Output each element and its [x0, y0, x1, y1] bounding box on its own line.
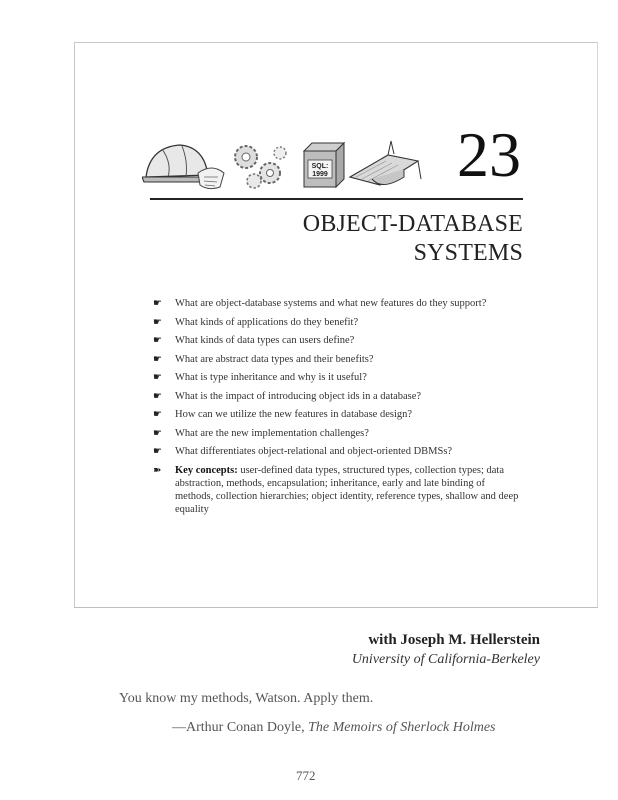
pointing-hand-icon: ☛ [153, 316, 162, 328]
graduation-cap-icon [350, 141, 421, 185]
question-item [153, 408, 525, 421]
epigraph-attribution [172, 719, 496, 737]
question-text: What is type inheritance and why is it useful? [175, 372, 367, 383]
pointing-hand-icon: ☛ [153, 390, 162, 402]
arrow-bullet-icon: ➽ [153, 464, 162, 476]
pointing-hand-icon: ☛ [153, 335, 162, 346]
title-rule [150, 198, 523, 200]
author-affiliation: University of California-Berkeley [351, 652, 540, 667]
question-text: How can we utilize the new features in database design? [175, 409, 413, 420]
question-text: What differentiates object-relational and object-oriented DBMSs? [175, 446, 453, 457]
pointing-hand-icon: ☛ [153, 298, 162, 309]
question-text: What are abstract data types and their benefits? [175, 353, 374, 365]
question-text: What kinds of applications do they benefit? [175, 316, 359, 328]
epigraph-quote: You know my methods, Watson. Apply them. [119, 691, 374, 706]
attribution-author: —Arthur Conan Doyle, [172, 720, 305, 735]
attribution-source: The Memoirs of Sherlock Holmes [308, 720, 496, 735]
hard-hat-icon [142, 145, 224, 189]
question-text: What are object-database systems and what new features do they support? [175, 298, 487, 309]
sql-label-line-2: 1999 [312, 171, 328, 178]
chapter-title-line-1: OBJECT-DATABASE [302, 211, 523, 237]
key-concepts-label: Key concepts: [175, 464, 238, 476]
chapter-icons [142, 133, 442, 195]
question-item [153, 297, 525, 310]
pointing-hand-icon: ☛ [153, 446, 162, 457]
page-number: 772 [296, 768, 316, 783]
question-item [153, 445, 525, 458]
question-item [153, 353, 525, 366]
pointing-hand-icon: ☛ [153, 372, 162, 383]
question-text: What is the impact of introducing object ids in a database? [175, 390, 422, 402]
chapter-title-line-2: SYSTEMS [413, 240, 523, 266]
pointing-hand-icon: ☛ [153, 353, 162, 365]
question-item [153, 334, 525, 347]
key-concepts-text: user-defined data types, structured types, collection types; data abstraction, methods, encapsulation; inheritance, early and late binding of methods, collection hierarchies; object identity, reference types, shallow and deep equality [175, 464, 519, 515]
chapter-number: 23 [457, 119, 521, 190]
sql-label-line-1: SQL: [311, 163, 329, 170]
question-text: What kinds of data types can users define? [175, 335, 355, 346]
pointing-hand-icon: ☛ [153, 409, 162, 420]
key-concepts [153, 464, 525, 516]
author-name: with Joseph M. Hellerstein [368, 632, 540, 648]
question-item [153, 427, 525, 440]
chapter-title [303, 210, 523, 268]
author-block [352, 630, 540, 670]
sql-1999-box-icon [304, 143, 344, 187]
pointing-hand-icon: ☛ [153, 427, 162, 439]
gears-icon [235, 146, 286, 188]
chapter-questions [153, 297, 525, 521]
question-text: What are the new implementation challenges? [175, 427, 369, 439]
question-item [153, 371, 525, 384]
question-item [153, 316, 525, 329]
question-item [153, 390, 525, 403]
